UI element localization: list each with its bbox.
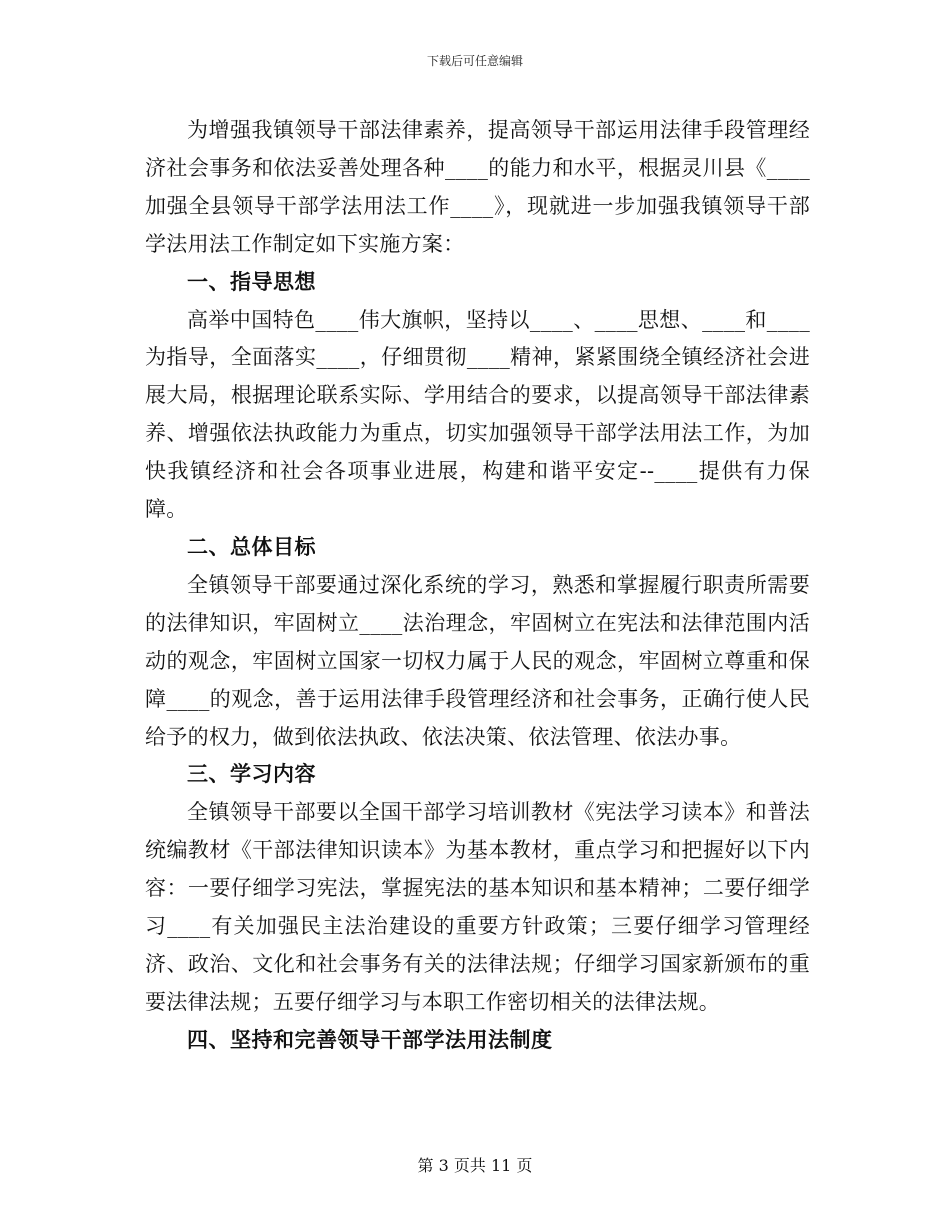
section-paragraph-overall-goal: 全镇领导干部要通过深化系统的学习，熟悉和掌握履行职责所需要的法律知识，牢固树立____法治理念，牢固树立在宪法和法律范围内活动的观念，牢固树立国家一切权力属于人民的观念，牢固树立尊重和保障____的观念，善于运用法律手段管理经济和社会事务，正确行使人民给予的权力，做到依法执政、依法决策、依法管理、依法办事。	[145, 572, 810, 749]
section-heading-study-content: 三、学习内容	[187, 762, 316, 787]
section-paragraph-guiding-ideology: 高举中国特色____伟大旗帜，坚持以____、____思想、____和____为指导，全面落实____，仔细贯彻____精神，紧紧围绕全镇经济社会进展大局，根据理论联系实际、学用结合的要求，以提高领导干部法律素养、增强依法执政能力为重点，切实加强领导干部学法用法工作，为加快我镇经济和社会各项事业进展，构建和谐平安定--____提供有力保障。	[145, 307, 810, 522]
document-body	[145, 112, 810, 1060]
page-header-note: 下载后可任意编辑	[426, 54, 523, 68]
section-heading-guiding-ideology: 一、指导思想	[187, 269, 316, 294]
section-paragraph-study-content: 全镇领导干部要以全国干部学习培训教材《宪法学习读本》和普法统编教材《干部法律知识读本》为基本教材，重点学习和把握好以下内容：一要仔细学习宪法，掌握宪法的基本知识和基本精神；二要仔细学习____有关加强民主法治建设的重要方针政策；三要仔细学习管理经济、政治、文化和社会事务有关的法律法规；仔细学习国家新颁布的重要法律法规；五要仔细学习与本职工作密切相关的法律法规。	[145, 800, 810, 1014]
intro-paragraph: 为增强我镇领导干部法律素养，提高领导干部运用法律手段管理经济社会事务和依法妥善处理各种____的能力和水平，根据灵川县《____加强全县领导干部学法用法工作____》，现就进一步加强我镇领导干部学法用法工作制定如下实施方案：	[145, 118, 810, 256]
section-heading-overall-goal: 二、总体目标	[187, 534, 316, 559]
section-heading-study-system: 四、坚持和完善领导干部学法用法制度	[187, 1027, 553, 1052]
page-number: 第 3 页共 11 页	[417, 1156, 533, 1175]
